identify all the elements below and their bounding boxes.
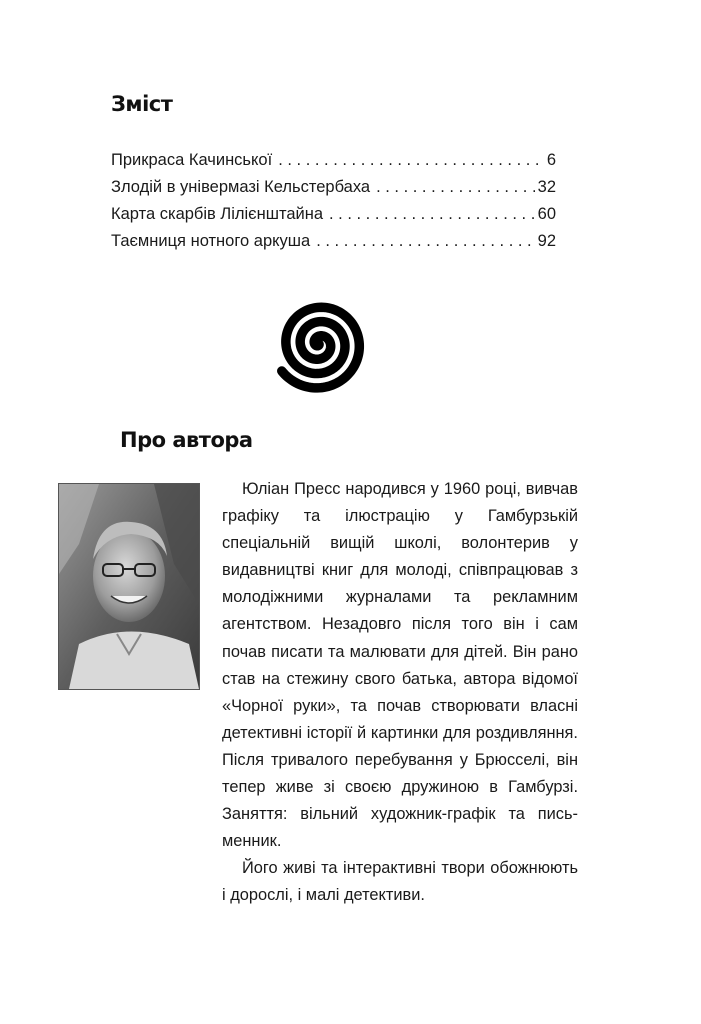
bio-paragraph: Його живі та інтерактивні твори обожнюють і дорослі, і малі детективи. <box>222 859 578 905</box>
toc-entry[interactable] <box>111 228 556 255</box>
about-title: Про автора <box>120 428 253 452</box>
bio-paragraph: Юліан Пресс народився у 1960 році, вивчав графіку та ілюстрацію у Гамбурзькій спеціальній вищій школі, волонтерив у видавництві книг для молоді, співпрацював з молодіжними журналами та рекламним агентством. Незадовго після того він і сам почав писати та малювати для дітей. Він рано став на стежину свого батька, автора відомої «Чорної руки», та почав створювати власні детективні історії й картинки для роздивляння. Після тривалого перебування у Брюсселі, він тепер живе зі своєю дружиною в Гамбурзі. Заняття: вільний художник-графік та письменник. <box>222 480 578 851</box>
toc-leader-dots <box>316 228 534 255</box>
spiral-icon <box>265 290 373 398</box>
toc-entry-page: 6 <box>546 151 556 169</box>
toc-entry[interactable] <box>111 174 556 201</box>
toc-entry-title: Таємниця нотного аркуша <box>111 232 311 250</box>
toc-leader-dots <box>329 201 535 228</box>
toc-leader-dots <box>376 174 535 201</box>
toc-entry[interactable] <box>111 147 556 174</box>
toc-title: Зміст <box>111 92 173 116</box>
toc-entry-title: Карта скарбів Лілієнштайна <box>111 205 323 223</box>
toc-entry-title: Злодій в універмазі Кельстербаха <box>111 178 371 196</box>
toc-entry-title: Прикраса Качинської <box>111 151 273 169</box>
toc-entry-page: 32 <box>537 178 556 196</box>
toc-list <box>111 147 556 255</box>
author-bio <box>222 476 578 910</box>
toc-entry-page: 60 <box>537 205 556 223</box>
author-photo <box>58 483 200 690</box>
toc-leader-dots <box>278 147 544 174</box>
toc-entry[interactable] <box>111 201 556 228</box>
toc-entry-page: 92 <box>537 232 556 250</box>
